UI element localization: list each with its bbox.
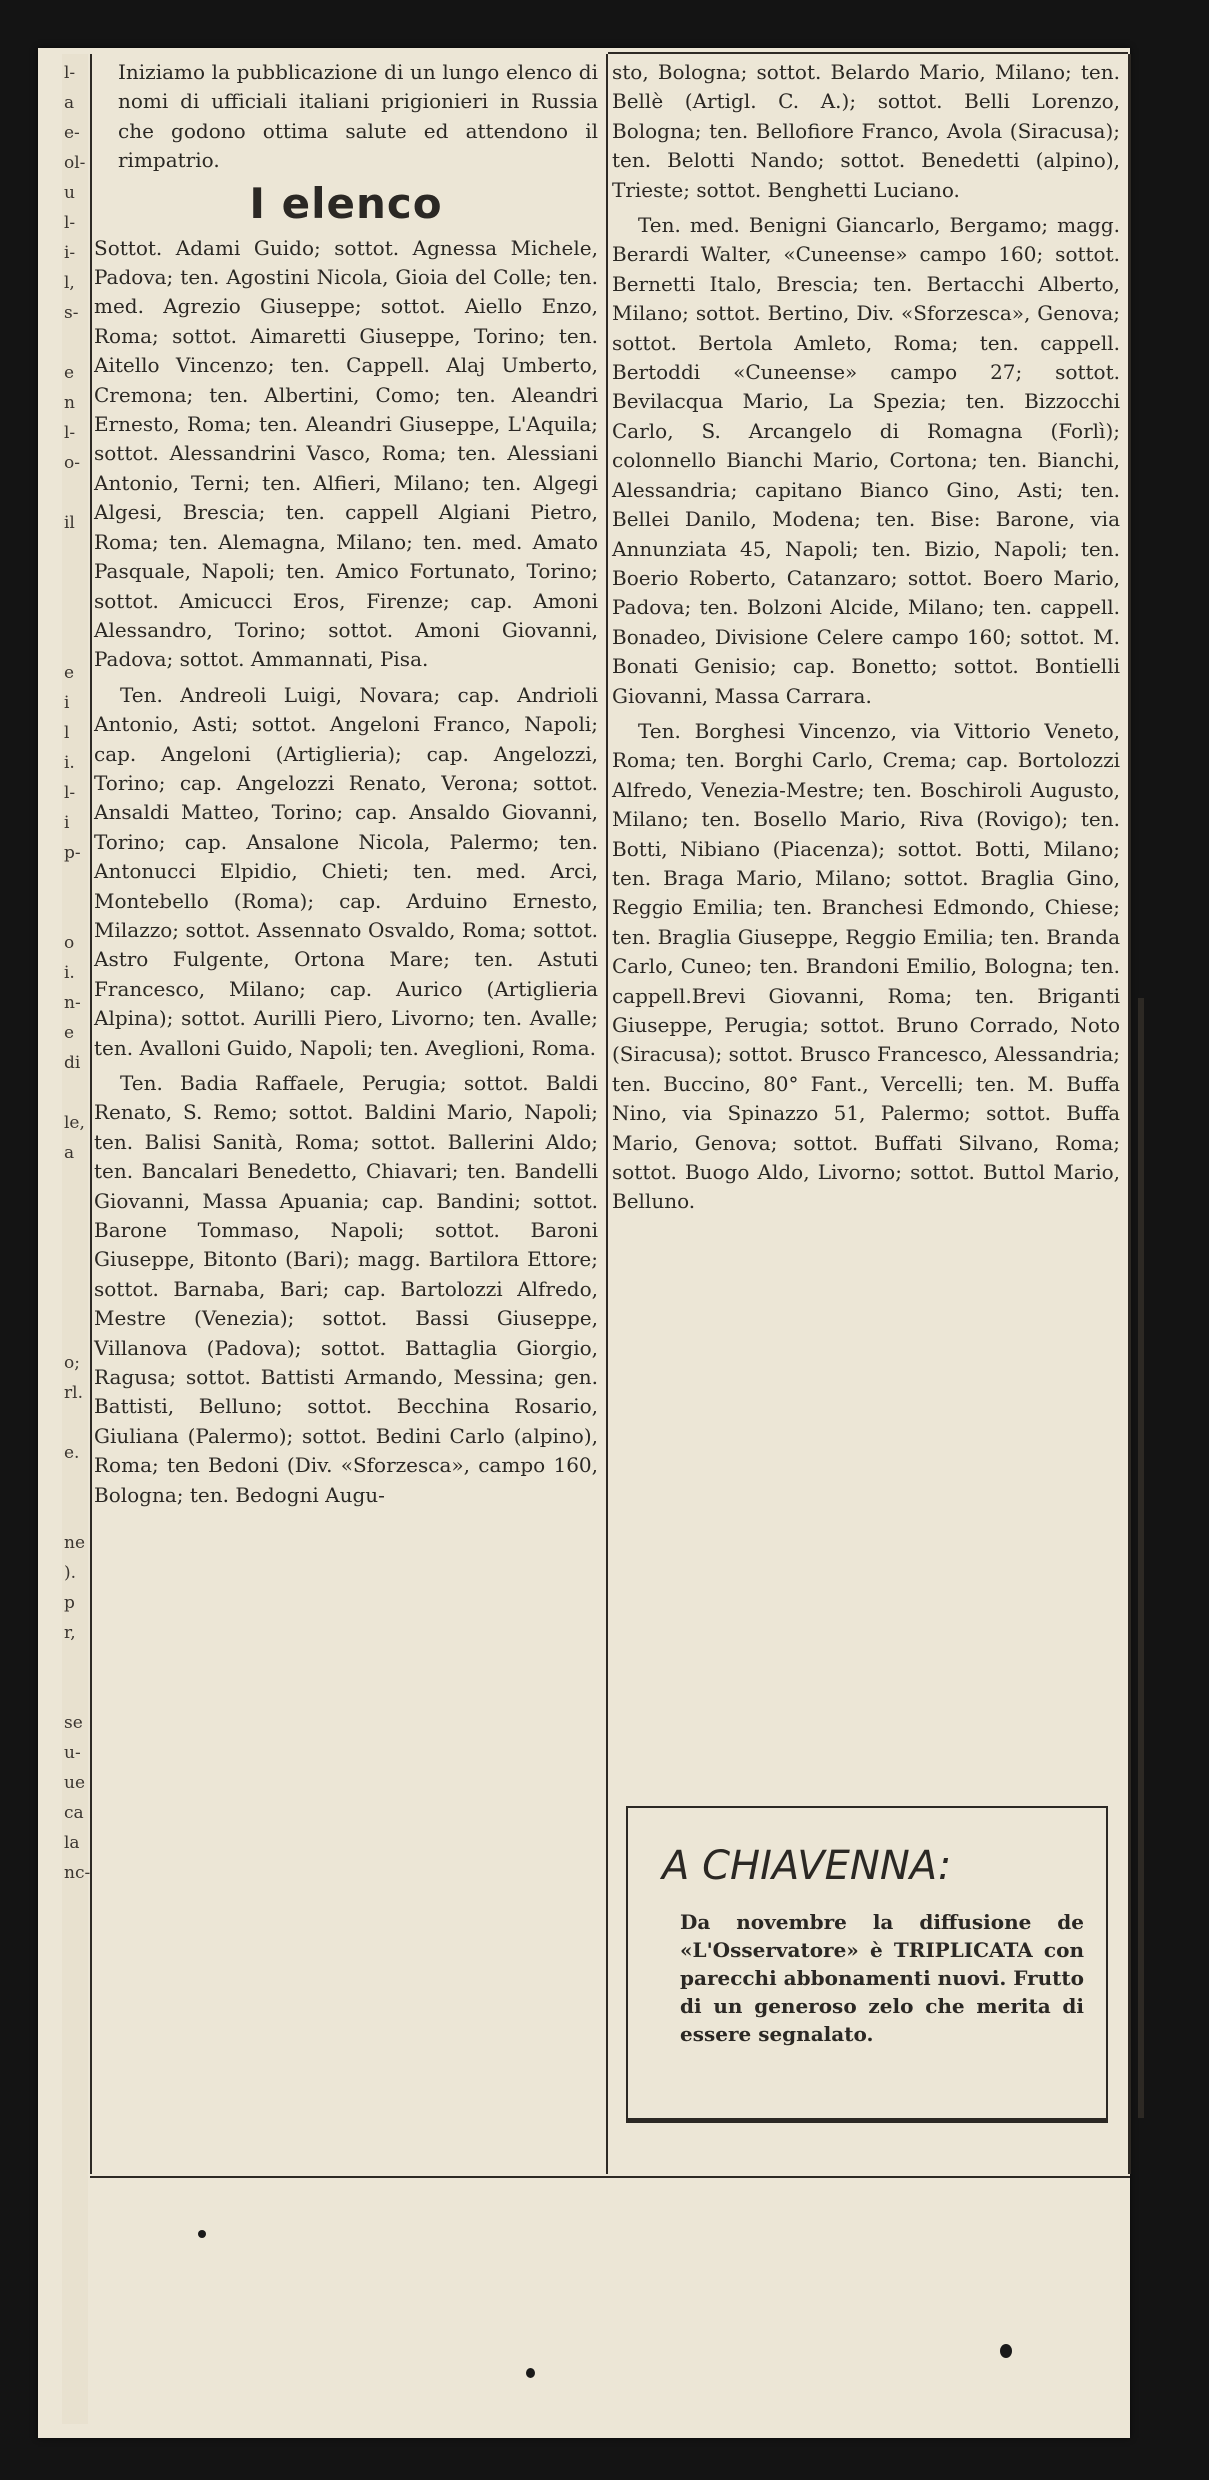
article-heading: I elenco xyxy=(249,178,443,228)
name-list-paragraph: Ten. Borghesi Vincenzo, via Vittorio Veneto, Roma; ten. Borghi Carlo, Crema; cap. Bortolozzi Alfredo, Venezia-Mestre; ten. Boschiroli Augusto, Milano; ten. Bosello Mario, Riva (Rovigo); ten. Botti, Nibiano (Piacenza); sottot. Botti, Milano; ten. Braga Mario, Milano; sottot. Braglia Gino, Reggio Emilia; ten. Branchesi Edmondo, Chiese; ten. Braglia Giuseppe, Reggio Emilia; ten. Branda Carlo, Cuneo; ten. Brandoni Emilio, Bologna; ten. cappell.Brevi Giovanni, Roma; ten. Briganti Giuseppe, Perugia; sottot. Bruno Corrado, Noto (Siracusa); sottot. Brusco Francesco, Alessandria; ten. Buccino, 80° Fant., Vercelli; ten. M. Buffa Nino, via Spinazzo 51, Palermo; sottot. Buffa Mario, Genova; sottot. Buffati Silvano, Roma; sottot. Buogo Aldo, Livorno; sottot. Buttol Mario, Belluno. xyxy=(612,718,1120,1214)
column-rule-left xyxy=(90,54,92,2174)
column-rule-bottom xyxy=(90,2176,1130,2178)
paper-speck xyxy=(526,2368,535,2378)
name-list-paragraph: sto, Bologna; sottot. Belardo Mario, Milano; ten. Bellè (Artigl. C. A.); sottot. Belli Lorenzo, Bologna; ten. Bellofiore Franco, Avola (Siracusa); ten. Belotti Nando; sottot. Benedetti (alpino), Trieste; sottot. Benghetti Luciano. xyxy=(612,60,1120,202)
notice-text: Da novembre la diffusione de «L'Osservatore» è TRIPLICATA con parecchi abbonamenti nuovi. Frutto di un generoso zelo che merita di essere segnalato. xyxy=(680,1910,1084,2046)
newspaper-clipping xyxy=(38,48,1130,2438)
article-column-left xyxy=(94,58,598,1510)
notice-title: A CHIAVENNA: xyxy=(662,1843,952,1889)
name-list-paragraph: Sottot. Adami Guido; sottot. Agnessa Michele, Padova; ten. Agostini Nicola, Gioia del Colle; ten. med. Agrezio Giuseppe; sottot. Aiello Enzo, Roma; sottot. Aimaretti Giuseppe, Torino; ten. Aitello Vincenzo; ten. Cappell. Alaj Umberto, Cremona; ten. Albertini, Como; ten. Aleandri Ernesto, Roma; ten. Aleandri Giuseppe, L'Aquila; sottot. Alessandrini Vasco, Roma; ten. Alessiani Antonio, Terni; ten. Alfieri, Milano; ten. Algegi Algesi, Brescia; ten. cappell Algiani Pietro, Roma; ten. Alemagna, Milano; ten. med. Amato Pasquale, Napoli; ten. Amico Fortunato, Torino; sottot. Amicucci Eros, Firenze; cap. Amoni Alessandro, Torino; sottot. Amoni Giovanni, Padova; sottot. Ammannati, Pisa. xyxy=(94,235,598,672)
column-rule-top xyxy=(608,52,1128,54)
article-intro: Iniziamo la pubblicazione di un lungo elenco di nomi di ufficiali italiani prigionieri in Russia che godono ottima salute ed attendono il rimpatrio. xyxy=(118,60,598,173)
edge-bar xyxy=(1138,998,1144,2118)
margin-strip-text: l- a e- ol- u l- i- l, s- e n l- o- il e i l i. l- i p- o i. n- e di le, a o; rl. e. ne ). p r, se u- ue ca la nc- xyxy=(64,63,91,1883)
article-column-right xyxy=(612,58,1120,1217)
name-list-paragraph: Ten. Andreoli Luigi, Novara; cap. Andrioli Antonio, Asti; sottot. Angeloni Franco, Napoli; cap. Angeloni (Artiglieria); cap. Angelozzi, Torino; cap. Angelozzi Renato, Verona; sottot. Ansaldi Matteo, Torino; cap. Ansaldo Giovanni, Torino; cap. Ansalone Nicola, Palermo; ten. Antonucci Elpidio, Chieti; ten. med. Arci, Montebello (Roma); cap. Arduino Ernesto, Milazzo; sottot. Assennato Osvaldo, Roma; sottot. Astro Fulgente, Ortona Mare; ten. Astuti Francesco, Milano; cap. Aurico (Artiglieria Alpina); sottot. Aurilli Piero, Livorno; ten. Avalle; ten. Avalloni Guido, Napoli; ten. Aveglioni, Roma. xyxy=(94,682,598,1060)
name-list-paragraph: Ten. Badia Raffaele, Perugia; sottot. Baldi Renato, S. Remo; sottot. Baldini Mario, Napoli; ten. Balisi Sanità, Roma; sottot. Ballerini Aldo; ten. Bancalari Benedetto, Chiavari; ten. Bandelli Giovanni, Massa Apuania; cap. Bandini; sottot. Barone Tommaso, Napoli; sottot. Baroni Giuseppe, Bitonto (Bari); magg. Bartilora Ettore; sottot. Barnaba, Bari; cap. Bartolozzi Alfredo, Mestre (Venezia); sottot. Bassi Giuseppe, Villanova (Padova); sottot. Battaglia Giorgio, Ragusa; sottot. Battisti Armando, Messina; gen. Battisti, Belluno; sottot. Becchina Rosario, Giuliana (Palermo); sottot. Bedini Carlo (alpino), Roma; ten Bedoni (Div. «Sforzesca», campo 160, Bologna; ten. Bedogni Augu- xyxy=(94,1071,598,1507)
column-rule-middle xyxy=(606,54,608,2174)
column-rule-right xyxy=(1128,54,1131,2174)
name-list-paragraph: Ten. med. Benigni Giancarlo, Bergamo; magg. Berardi Walter, «Cuneense» campo 160; sottot. Bernetti Italo, Brescia; ten. Bertacchi Alberto, Milano; sottot. Bertino, Div. «Sforzesca», Genova; sottot. Bertola Amleto, Roma; ten. cappell. Bertoddi «Cuneense» campo 27; sottot. Bevilacqua Mario, La Spezia; ten. Bizzocchi Carlo, S. Arcangelo di Romagna (Forlì); colonnello Bianchi Mario, Cortona; ten. Bianchi, Alessandria; capitano Bianco Gino, Asti; ten. Bellei Danilo, Modena; ten. Bise: Barone, via Annunziata 45, Napoli; ten. Bizio, Napoli; ten. Boerio Roberto, Catanzaro; sottot. Boero Mario, Padova; ten. Bolzoni Alcide, Milano; ten. cappell. Bonadeo, Divisione Celere campo 160; sottot. M. Bonati Genisio; cap. Bonetto; sottot. Bontielli Giovanni, Massa Carrara. xyxy=(612,213,1120,708)
paper-speck xyxy=(1000,2344,1012,2358)
notice-box xyxy=(626,1806,1108,2120)
paper-speck xyxy=(198,2230,206,2238)
